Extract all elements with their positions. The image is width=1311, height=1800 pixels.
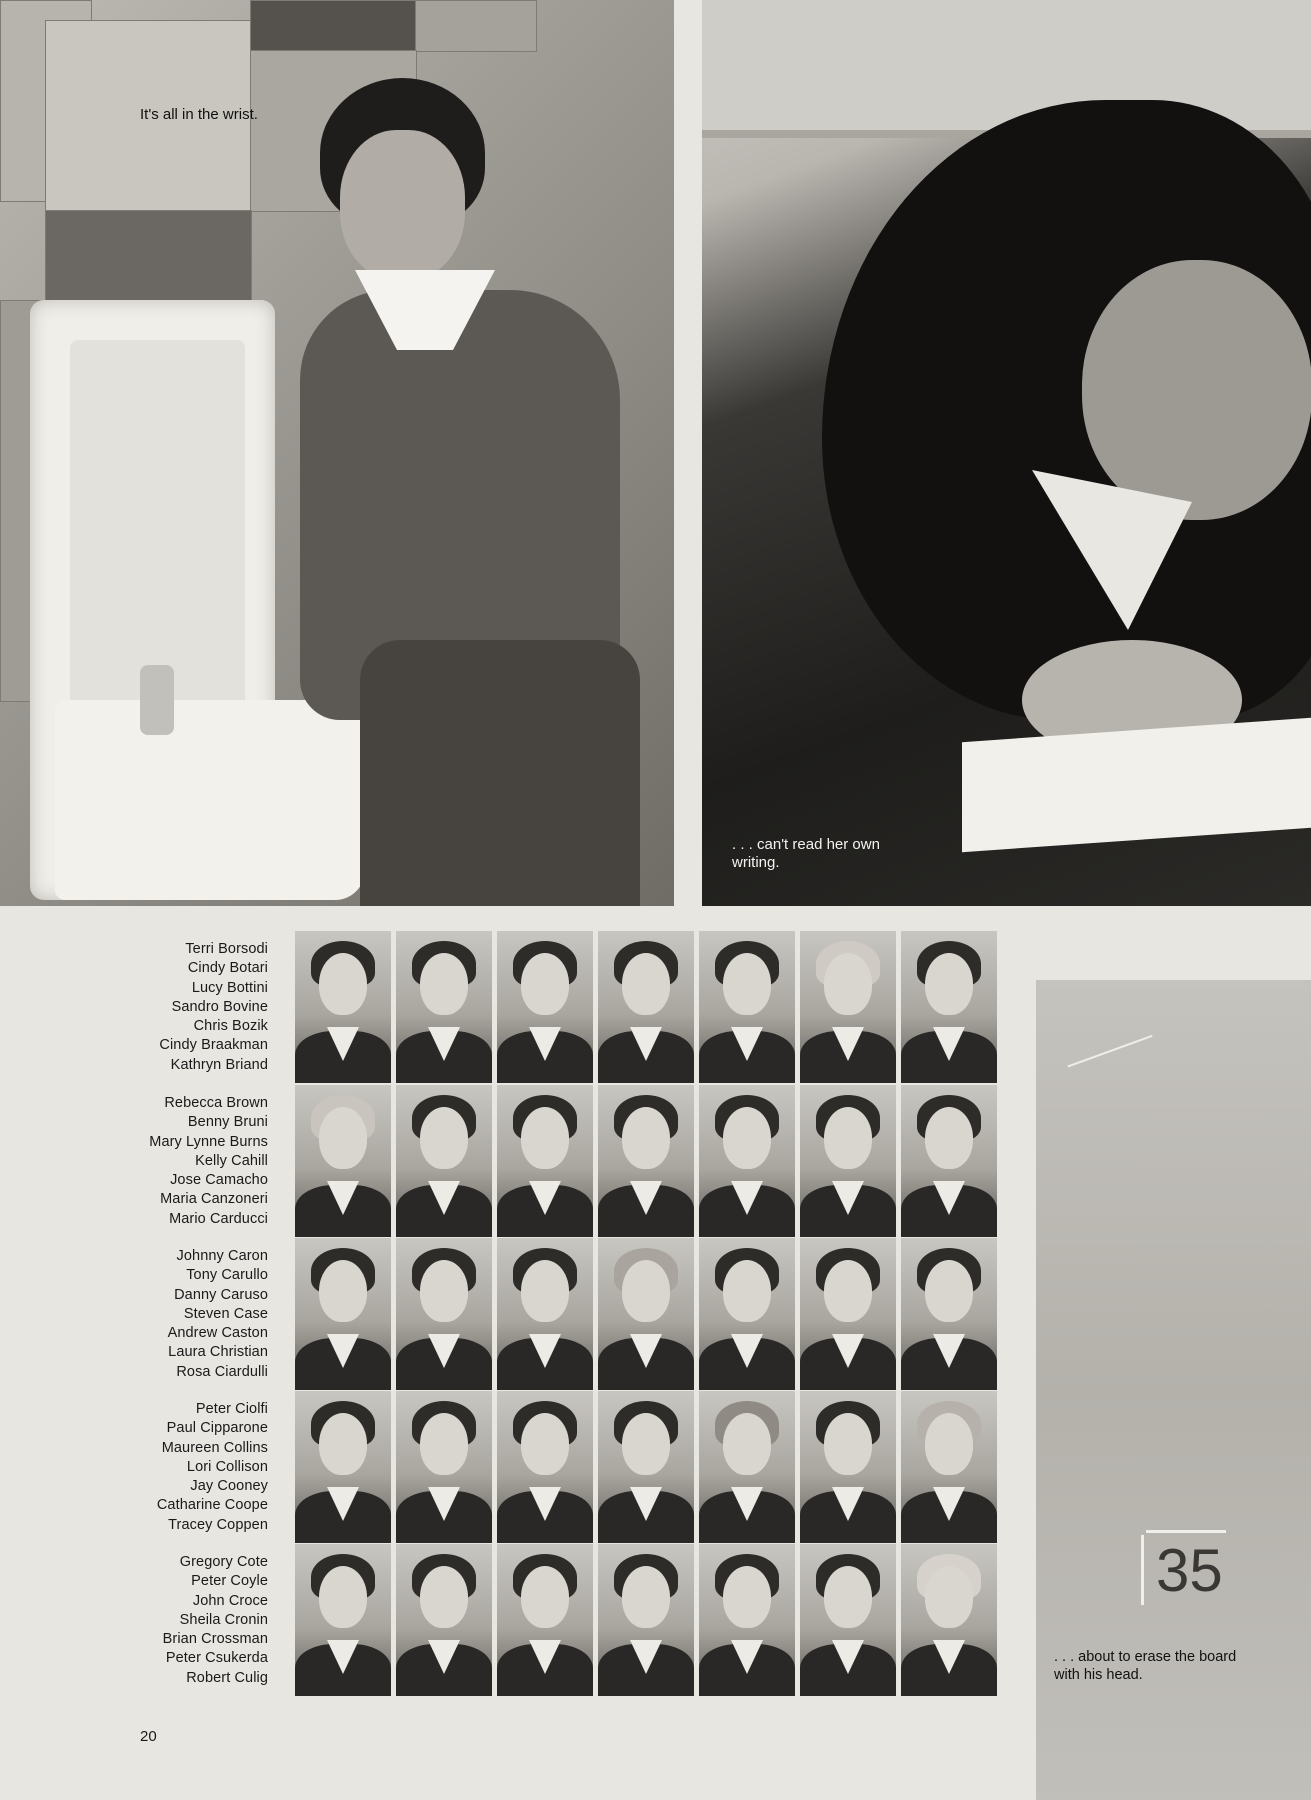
student-portrait bbox=[295, 931, 391, 1083]
caption-wrist: It's all in the wrist. bbox=[140, 106, 258, 123]
student-name: Robert Culig bbox=[186, 1669, 268, 1686]
student-name: Jay Cooney bbox=[190, 1478, 268, 1495]
fountain-spout bbox=[140, 665, 174, 735]
student-name: Rosa Ciardulli bbox=[176, 1363, 268, 1380]
student-portrait bbox=[901, 1544, 997, 1696]
student-name: Tracey Coppen bbox=[168, 1516, 268, 1533]
student-portrait bbox=[800, 1544, 896, 1696]
chalk-division-bracket bbox=[1141, 1535, 1148, 1605]
student-portrait bbox=[699, 1391, 795, 1543]
student-name: Rebecca Brown bbox=[164, 1095, 268, 1111]
student-name: Catharine Coope bbox=[156, 1497, 268, 1514]
student-portrait bbox=[699, 1085, 795, 1237]
photo-student-at-sink bbox=[0, 0, 674, 906]
student-portrait bbox=[598, 1544, 694, 1696]
student-name: Steven Case bbox=[183, 1305, 268, 1322]
student-name: Sandro Bovine bbox=[171, 998, 268, 1015]
student-face bbox=[1082, 260, 1311, 520]
student-name: Laura Christian bbox=[168, 1344, 268, 1361]
page-number: 20 bbox=[140, 1728, 157, 1745]
caption-board-line2: with his head. bbox=[1054, 1667, 1143, 1683]
student-portrait bbox=[598, 1238, 694, 1390]
student-portrait bbox=[800, 1085, 896, 1237]
student-name: Maria Canzoneri bbox=[160, 1191, 268, 1208]
student-portrait bbox=[699, 1238, 795, 1390]
student-portrait bbox=[598, 1391, 694, 1543]
student-name: Sheila Cronin bbox=[179, 1611, 268, 1628]
student-portrait bbox=[295, 1238, 391, 1390]
student-face bbox=[340, 130, 465, 280]
student-portrait bbox=[396, 1391, 492, 1543]
fountain-bowl bbox=[55, 700, 365, 900]
student-name: Johnny Caron bbox=[176, 1248, 268, 1264]
student-portrait bbox=[800, 1238, 896, 1390]
student-name: Cindy Botari bbox=[187, 960, 268, 977]
student-portrait bbox=[699, 1544, 795, 1696]
caption-writing-line1: . . . can't read her own bbox=[732, 836, 880, 853]
student-name: Cindy Braakman bbox=[159, 1037, 268, 1054]
student-portrait bbox=[497, 1544, 593, 1696]
wall-background bbox=[702, 0, 1311, 130]
student-portrait bbox=[396, 1544, 492, 1696]
student-portrait bbox=[295, 1544, 391, 1696]
student-name: Mario Carducci bbox=[169, 1210, 268, 1227]
photo-chalkboard bbox=[1036, 980, 1311, 1800]
student-portrait bbox=[901, 1391, 997, 1543]
student-portrait bbox=[497, 1085, 593, 1237]
student-portrait bbox=[396, 1085, 492, 1237]
caption-board-line1: . . . about to erase the board bbox=[1054, 1649, 1237, 1665]
student-name: Danny Caruso bbox=[174, 1286, 268, 1303]
name-list-row-3 bbox=[130, 1247, 268, 1382]
student-name: Lori Collison bbox=[186, 1458, 268, 1475]
student-name: Maureen Collins bbox=[161, 1439, 268, 1456]
name-list-row-1 bbox=[130, 940, 268, 1075]
student-portrait bbox=[901, 1085, 997, 1237]
student-portrait bbox=[901, 931, 997, 1083]
photo-student-writing bbox=[702, 0, 1311, 906]
chalk-number: 35 bbox=[1156, 1537, 1223, 1604]
caption-writing-line2: writing. bbox=[732, 854, 780, 871]
student-name: Lucy Bottini bbox=[191, 979, 268, 996]
student-name: Andrew Caston bbox=[167, 1325, 268, 1342]
student-portrait bbox=[497, 931, 593, 1083]
student-portrait bbox=[396, 1238, 492, 1390]
student-portrait bbox=[497, 1238, 593, 1390]
student-name: John Croce bbox=[192, 1592, 268, 1609]
student-name: Terri Borsodi bbox=[185, 941, 268, 957]
student-name: Peter Ciolfi bbox=[195, 1401, 268, 1417]
student-name: Tony Carullo bbox=[186, 1267, 268, 1284]
name-list-row-5 bbox=[130, 1553, 268, 1688]
notebook bbox=[962, 718, 1311, 852]
student-jeans bbox=[360, 640, 640, 906]
student-name: Mary Lynne Burns bbox=[149, 1133, 268, 1150]
student-portrait bbox=[800, 1391, 896, 1543]
name-list-row-4 bbox=[130, 1400, 268, 1535]
student-portrait bbox=[699, 931, 795, 1083]
caption-writing bbox=[732, 836, 880, 872]
student-name: Peter Coyle bbox=[191, 1573, 268, 1590]
name-list-row-2 bbox=[130, 1094, 268, 1229]
student-name: Gregory Cote bbox=[179, 1554, 268, 1570]
student-name: Chris Bozik bbox=[193, 1018, 268, 1035]
student-name: Benny Bruni bbox=[187, 1114, 268, 1131]
student-name: Peter Csukerda bbox=[165, 1650, 268, 1667]
student-name: Kelly Cahill bbox=[195, 1152, 268, 1169]
student-portrait bbox=[497, 1391, 593, 1543]
student-name: Jose Camacho bbox=[170, 1172, 268, 1189]
student-name: Kathryn Briand bbox=[170, 1056, 268, 1073]
student-portrait bbox=[598, 931, 694, 1083]
student-name: Paul Cipparone bbox=[166, 1420, 268, 1437]
student-portrait bbox=[295, 1085, 391, 1237]
student-name: Brian Crossman bbox=[162, 1631, 268, 1648]
student-portrait bbox=[295, 1391, 391, 1543]
student-portrait bbox=[396, 931, 492, 1083]
caption-board bbox=[1054, 1648, 1236, 1684]
student-portrait bbox=[598, 1085, 694, 1237]
student-portrait bbox=[901, 1238, 997, 1390]
student-portrait bbox=[800, 931, 896, 1083]
